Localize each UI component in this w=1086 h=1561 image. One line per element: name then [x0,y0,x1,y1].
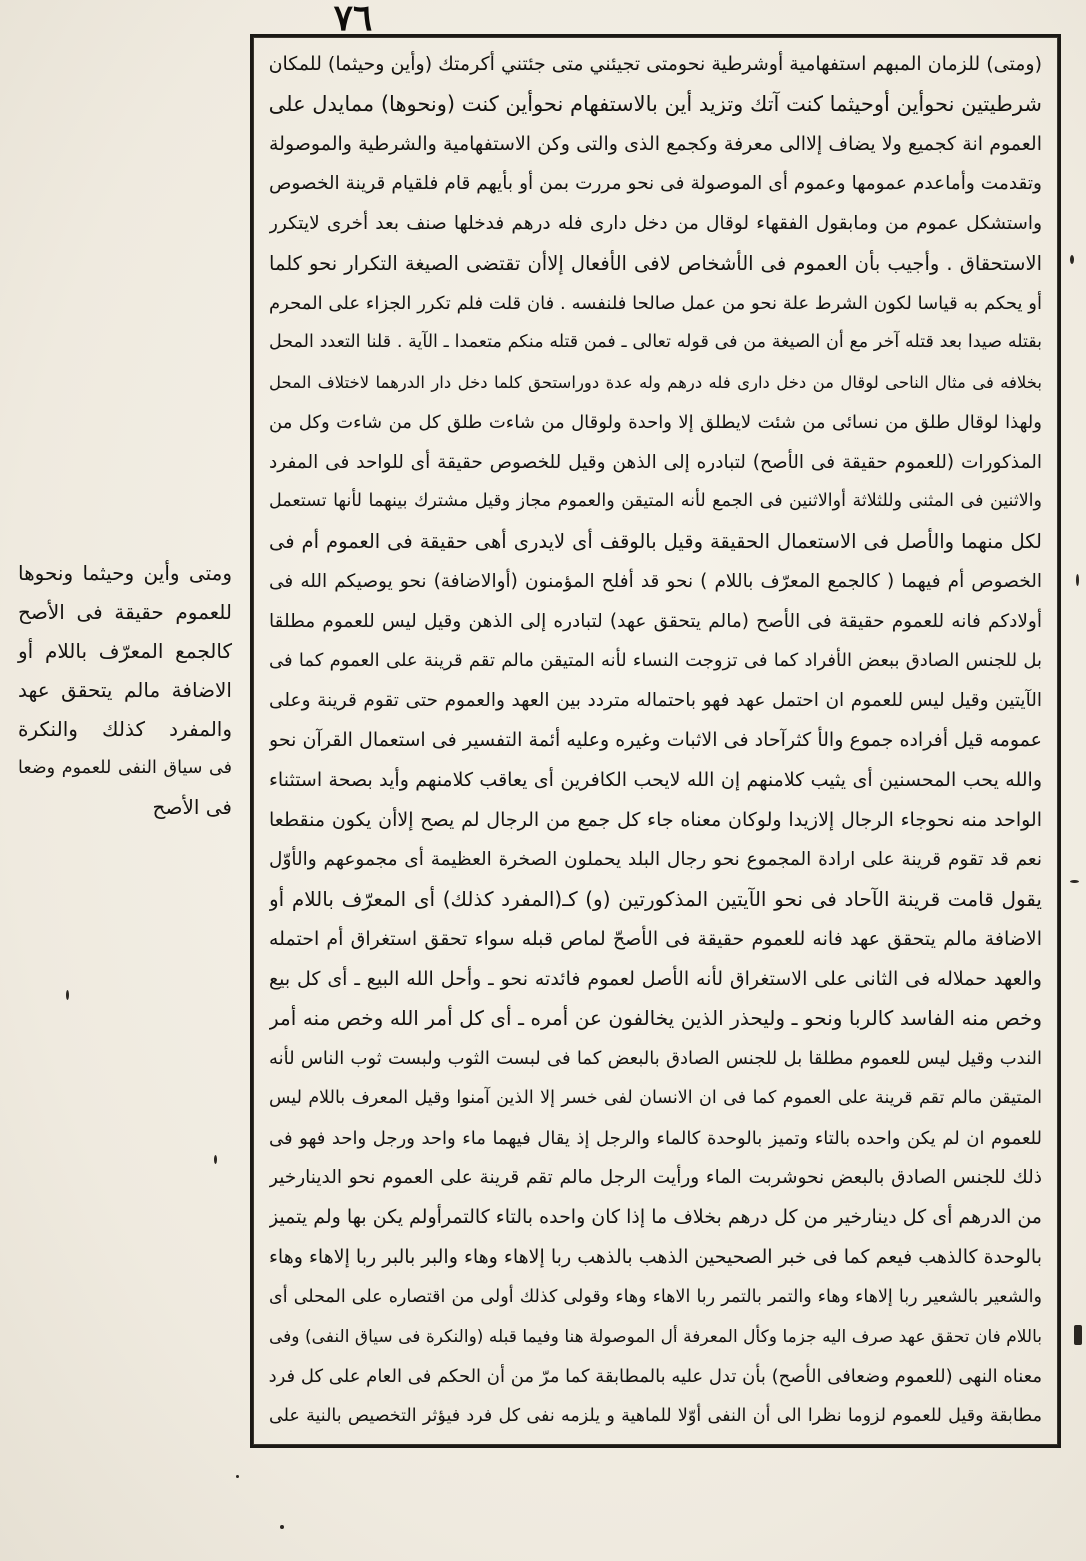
text-line: الخصوص أم فيهما ( كالجمع المعرّف باللام ) نحو قد أفلح المؤمنون (أوالاضافة) نحو يوصيكم الله فى [269,570,1042,592]
main-text-body [269,45,1042,1437]
margin-line: ومتى وأين وحيثما ونحوها [18,561,232,585]
scan-speck [280,1525,284,1529]
margin-line: فى سياق النفى للعموم وضعا [18,758,232,778]
text-line: معناه النهى (للعموم وضعافى الأصح) بأن تدل عليه بالمطابقة كما مرّ من أن الحكم فى العام على كل فرد [269,1366,1042,1388]
scan-speck [1070,880,1079,883]
scan-speck [66,990,69,1000]
text-line: أو يحكم به قياسا لكون الشرط علة نحو من عمل صالحا فلنفسه . فان قلت فلم تكرر الجزاء على المحرم [269,292,1042,314]
page-number: ٧٦ [333,0,373,39]
text-line: الآيتين وقيل ليس للعموم ان احتمل عهد فهو باحتماله متردد بين العهد والعموم حتى تقوم قرينة وعلى [269,690,1042,712]
text-line: والشعير بالشعير ربا إلاهاء وهاء والتمر بالتمر ربا الاهاء وهاء وقولى كذلك أولى من اقتصاره على المحلى أى [269,1286,1042,1307]
text-line: الاضافة مالم يتحقق عهد فانه للعموم حقيقة فى الأصحّ لماص قبله سواء تحقق استغراق أم احتمله [269,927,1042,950]
text-line: بالوحدة كالذهب فيعم كما فى خبر الصحيحين الذهب بالذهب ربا إلاهاء وهاء والبر بالبر ربا إلاهاء وهاء [269,1245,1042,1268]
text-line: ولهذا لوقال طلق من نسائى من شئت لايطلق إلا واحدة ولوقال من شاءت طلق كل من شاءت وكل من [269,411,1042,433]
text-line: والعهد حملاله فى الثانى على الاستغراق لأنه الأصل لعموم فائدته نحو ـ وأحل الله البيع ـ أى كل بيع [269,967,1042,990]
text-line: عمومه قيل أفراده جموع والأ كثرآحاد فى الاثبات وغيره وعليه أئمة التفسير فى استعمال القرآن نحو [269,729,1042,752]
text-line: بخلافه فى مثال الناحى لوقال من دخل دارى فله درهم وله عدة دوراستحق كلما دخل دار الدرهما لاختلاف المحل [269,373,1042,393]
text-line: لكل منهما والأصل فى الاستعمال الحقيقة وقيل بالوقف أى لايدرى أهى حقيقة فى العموم أم فى [269,530,1042,554]
text-line: المتيقن مالم تقم قرينة على العموم كما فى ان الانسان لفى خسر إلا الذين آمنوا وقيل المعرف باللام ليس [269,1087,1042,1108]
text-line: مطابقة وقيل للعموم لزوما نظرا الى أن النفى أوّلا للماهية و يلزمه نفى كل فرد فيؤثر التخصيص بالنية على [269,1406,1042,1427]
margin-line: للعموم حقيقة فى الأصح [18,600,232,624]
scan-speck [1074,1325,1082,1345]
text-line: واستشكل عموم من ومابقول الفقهاء لوقال من دخل دارى فله درهم فدخلها صنف بعد أخرى لايتكرر [269,213,1042,235]
text-line: نعم قد تقوم قرينة على ارادة المجموع نحو رجال البلد يحملون الصخرة العظيمة أى مجموعهم والأوّل [269,849,1042,871]
text-line: الاستحقاق . وأجيب بأن العموم فى الأشخاص لافى الأفعال إلاأن تقتضى الصيغة التكرار نحو كلما [269,251,1042,275]
text-line: للعموم ان لم يكن واحده بالتاء وتميز بالوحدة كالماء والرجل إذ يقال فيهما ماء واحد ورجل واحد فهو فى [269,1127,1042,1149]
text-line: الواحد منه نحوجاء الرجال إلازيدا ولوكان معناه جاء كل جمع من الرجال لم يصح إلاأن يكون منقطعا [269,808,1042,831]
text-line: من الدرهم أى كل دينارخير من كل درهم بخلاف ما إذا كان واحده بالتاء كالتمرأولم يكن بها ولم يتميز [269,1206,1042,1229]
margin-line: فى الأصح [152,795,232,819]
main-text-frame [250,34,1061,1448]
text-line: المذكورات (للعموم حقيقة فى الأصح) لتبادره إلى الذهن وقيل للخصوص حقيقة أى للواحد فى المفرد [269,451,1042,473]
scan-speck [1070,255,1074,264]
text-line: أولادكم فانه للعموم حقيقة فى الأصح (مالم يتحقق عهد) لتبادره إلى الذهن وقيل ليس للعموم مطلقا [269,610,1042,632]
margin-line: والمفرد كذلك والنكرة [18,717,232,741]
scan-speck [214,1155,217,1164]
text-line: (ومتى) للزمان المبهم استفهامية أوشرطية نحومتى تجيئني متى جئتني أكرمتك (وأين وحيثما) للمكان [269,53,1042,75]
text-line: بل للجنس الصادق ببعض الأفراد كما فى تزوجت النساء لأنه المتيقن مالم تقم قرينة على العموم كما فى [269,650,1042,672]
text-line: والله يحب المحسنين أى يثيب كلامنهم إن الله لايحب الكافرين أى يعاقب كلامنهم وأيد بصحة استثناء [269,768,1042,791]
text-line: باللام فان تحقق عهد صرف اليه جزما وكأل المعرفة أل الموصولة هنا وفيما قبله (والنكرة فى سياق النفى) وفى [269,1326,1042,1347]
text-line: الندب وقيل ليس للعموم مطلقا بل للجنس الصادق بالبعض كما فى لبست الثوب ولبست ثوب الناس لأنه [269,1048,1042,1070]
scan-speck [1076,574,1079,586]
text-line: وخص منه الفاسد كالربا ونحو ـ وليحذر الذين يخالفون عن أمره ـ أى كل أمر الله وخص منه أمر [269,1006,1042,1031]
text-line: وتقدمت وأماعدم عمومها وعموم أى الموصولة فى نحو مررت بمن أو بأيهم قام فلقيام قرينة الخصوص [269,173,1042,195]
text-line: شرطيتين نحوأين أوحيثما كنت آتك وتزيد أين بالاستفهام نحوأين كنت (ونحوها) ممايدل على [269,91,1042,116]
scan-speck [236,1475,239,1478]
text-line: ذلك للجنس الصادق بالبعض نحوشربت الماء ورأيت الرجل مالم تقم قرينة على العموم نحو الدينارخير [269,1167,1042,1189]
margin-gloss [18,554,232,827]
text-line: العموم انة كجميع ولا يضاف إلاالى معرفة وكجمع الذى والتى وكن الاستفهامية والشرطية والموصولة [269,132,1042,155]
text-line: والاثنين فى المثنى وللثلاثة أوالاثنين فى الجمع لأنه المتيقن والعموم مجاز وقيل مشترك بينهما لأنها تستعمل [269,491,1042,512]
margin-line: الاضافة مالم يتحقق عهد [18,678,232,702]
text-line: بقتله صيدا بعد قتله آخر مع أن الصيغة من فى قوله تعالى ـ فمن قتله منكم متعمدا ـ الآية . قلنا التعدد المحل [269,332,1042,353]
text-line: يقول قامت قرينة الآحاد فى نحو الآيتين المذكورتين (و) كـ(المفرد كذلك) أى المعرّف باللام أو [269,887,1042,912]
margin-line: كالجمع المعرّف باللام أو [18,639,232,663]
